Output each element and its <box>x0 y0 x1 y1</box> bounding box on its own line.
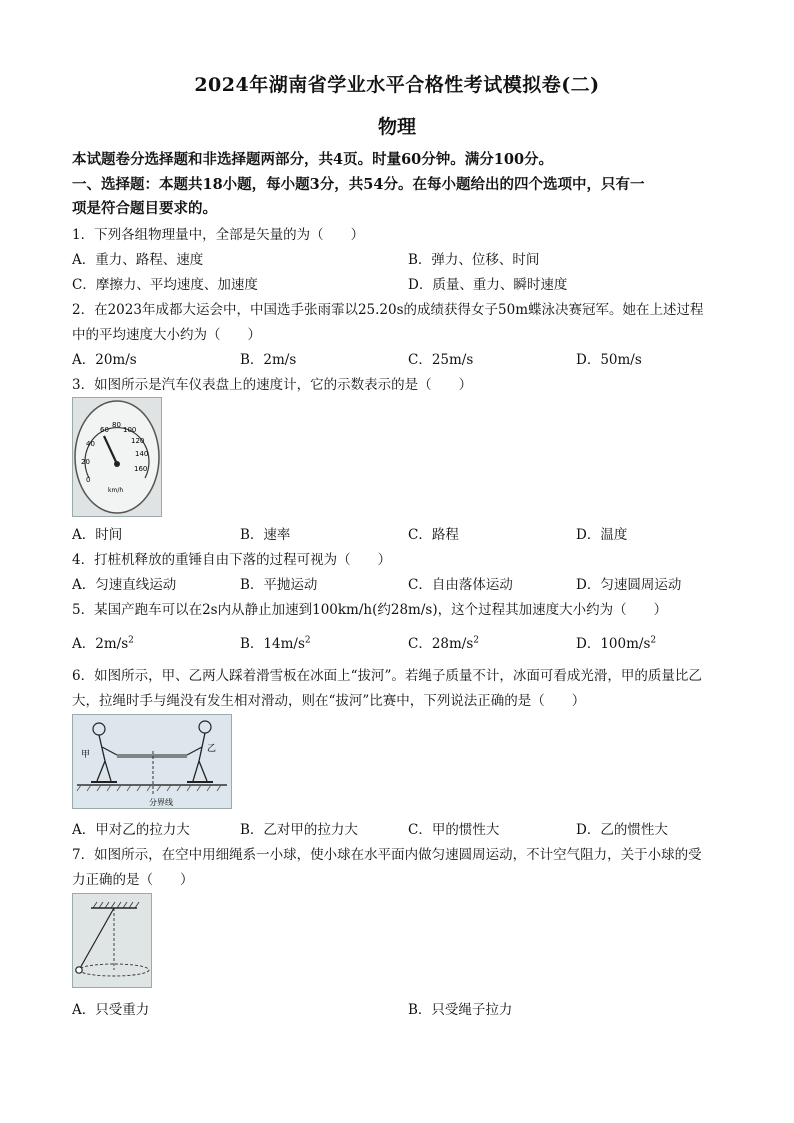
question-3-stem: 3．如图所示是汽车仪表盘上的速度计，它的示数表示的是（ ） <box>72 377 473 393</box>
page-title: 2024年湖南省学业水平合格性考试模拟卷(二) <box>194 74 600 96</box>
speedometer-figure <box>72 397 162 517</box>
question-7-stem-line1: 7．如图所示，在空中用细绳系一小球，使小球在水平面内做匀速圆周运动，不计空气阻力，关于小球的受 <box>72 847 702 863</box>
q6-option-d: D．乙的惯性大 <box>576 822 668 838</box>
q1-option-c: C．摩擦力、平均速度、加速度 <box>72 277 258 293</box>
q4-option-c: C．自由落体运动 <box>408 577 513 593</box>
tick-label-120: 120 <box>131 437 145 445</box>
q6-option-c: C．甲的惯性大 <box>408 822 500 838</box>
q4-option-b: B．平抛运动 <box>240 577 318 593</box>
question-4-stem: 4．打桩机释放的重锤自由下落的过程可视为（ ） <box>72 552 392 568</box>
q5-option-d: D．$100m/s^2$ <box>576 635 657 652</box>
intro-text: 本试题卷分选择题和非选择题两部分，共4页。时量60分钟。满分100分。 <box>72 151 554 168</box>
q4-option-a: A．匀速直线运动 <box>72 577 177 593</box>
boundary-line-label: 分界线 <box>149 798 173 807</box>
tick-label-20: 20 <box>81 458 90 466</box>
q2-option-c: C．25m/s <box>408 352 474 368</box>
question-2-stem-line2: 中的平均速度大小约为（ ） <box>72 327 261 343</box>
tick-label-160: 160 <box>134 465 148 473</box>
q3-option-d: D．温度 <box>576 527 628 543</box>
q6-option-b: B．乙对甲的拉力大 <box>240 822 358 838</box>
q1-option-d: D．质量、重力、瞬时速度 <box>408 277 568 293</box>
tick-label-100: 100 <box>123 426 137 434</box>
person-yi-label: 乙 <box>207 744 217 754</box>
question-6-stem-line1: 6．如图所示，甲、乙两人踩着滑雪板在冰面上“拔河”。若绳子质量不计，冰面可看成光滑，甲的质量比乙 <box>72 668 702 684</box>
section-heading-line1: 一、选择题：本题共18小题，每小题3分，共54分。在每小题给出的四个选项中，只有一 <box>72 176 645 193</box>
tick-label-140: 140 <box>135 450 149 458</box>
q7-option-b: B．只受绳子拉力 <box>408 1002 513 1018</box>
q1-option-a: A．重力、路程、速度 <box>72 252 204 268</box>
person-jia-label: 甲 <box>81 750 91 760</box>
q6-option-a: A．甲对乙的拉力大 <box>72 822 190 838</box>
q2-option-b: B．2m/s <box>240 352 297 368</box>
question-7-stem-line2: 力正确的是（ ） <box>72 872 194 888</box>
q7-option-a: A．只受重力 <box>72 1002 150 1018</box>
tick-label-80: 80 <box>112 421 121 429</box>
q1-option-b: B．弹力、位移、时间 <box>408 252 540 268</box>
tick-label-0: 0 <box>86 476 91 484</box>
tick-label-60: 60 <box>100 426 109 434</box>
question-5-stem: 5．某国产跑车可以在2s内从静止加速到100km/h(约28m/s)，这个过程其加速度大小约为（ ） <box>72 602 668 618</box>
q3-option-c: C．路程 <box>408 527 459 543</box>
conical-pendulum-figure <box>72 893 152 988</box>
subject-title: 物理 <box>377 116 416 138</box>
tug-of-war-diagram <box>73 715 231 808</box>
tick-label-40: 40 <box>86 440 95 448</box>
tug-of-war-figure <box>72 714 232 809</box>
question-6-stem-line2: 大，拉绳时手与绳没有发生相对滑动，则在“拔河”比赛中，下列说法正确的是（ ） <box>72 693 586 709</box>
q5-option-c: C．$28m/s^2$ <box>408 635 480 652</box>
q3-option-a: A．时间 <box>72 527 123 543</box>
speedometer-diagram <box>73 398 161 516</box>
q3-option-b: B．速率 <box>240 527 291 543</box>
question-2-stem-line1: 2．在2023年成都大运会中，中国选手张雨霏以25.20s的成绩获得女子50m蝶泳决赛冠军。她在上述过程 <box>72 302 704 318</box>
q5-option-b: B．$14m/s^2$ <box>240 635 311 652</box>
q5-option-a: A．$2m/s^2$ <box>72 635 134 652</box>
q4-option-d: D．匀速圆周运动 <box>576 577 682 593</box>
speed-unit-label: km/h <box>108 487 124 494</box>
question-1-stem: 1．下列各组物理量中，全部是矢量的为（ ） <box>72 227 365 243</box>
conical-pendulum-diagram <box>73 894 151 987</box>
q2-option-a: A．20m/s <box>72 352 137 368</box>
section-heading-line2: 项是符合题目要求的。 <box>72 200 217 217</box>
q2-option-d: D．50m/s <box>576 352 642 368</box>
